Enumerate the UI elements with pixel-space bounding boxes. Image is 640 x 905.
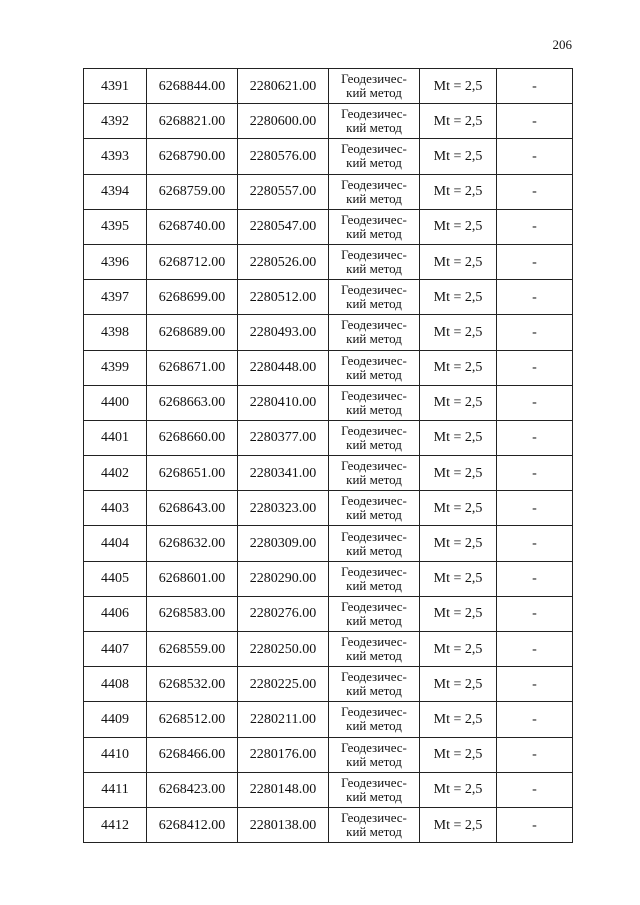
note-cell: - [497,139,573,174]
method-line-2: кий метод [346,85,402,101]
method-cell [329,807,420,842]
y-coordinate-cell: 2280410.00 [238,385,329,420]
method-line-2: кий метод [346,648,402,664]
accuracy-cell: Mt = 2,5 [420,420,497,455]
x-coordinate-cell: 6268512.00 [147,702,238,737]
x-coordinate-cell: 6268643.00 [147,491,238,526]
note-cell: - [497,807,573,842]
table-row [84,104,573,139]
note-cell: - [497,702,573,737]
method-cell [329,737,420,772]
note-cell: - [497,561,573,596]
method-line-2: кий метод [346,225,402,241]
method-line-2: кий метод [346,401,402,417]
accuracy-cell: Mt = 2,5 [420,385,497,420]
point-number-cell: 4411 [84,772,147,807]
accuracy-cell: Mt = 2,5 [420,209,497,244]
table-row [84,632,573,667]
accuracy-cell: Mt = 2,5 [420,737,497,772]
note-cell: - [497,244,573,279]
method-line-1: Геодезичес- [341,598,407,614]
method-line-1: Геодезичес- [341,774,407,790]
method-line-2: кий метод [346,120,402,136]
note-cell: - [497,385,573,420]
accuracy-cell: Mt = 2,5 [420,772,497,807]
accuracy-cell: Mt = 2,5 [420,174,497,209]
method-line-2: кий метод [346,155,402,171]
method-line-1: Геодезичес- [341,493,407,509]
y-coordinate-cell: 2280600.00 [238,104,329,139]
note-cell: - [497,632,573,667]
page-number: 206 [552,37,572,52]
method-line-2: кий метод [346,296,402,312]
accuracy-cell: Mt = 2,5 [420,632,497,667]
x-coordinate-cell: 6268601.00 [147,561,238,596]
method-cell [329,772,420,807]
table-row [84,737,573,772]
y-coordinate-cell: 2280148.00 [238,772,329,807]
accuracy-cell: Mt = 2,5 [420,350,497,385]
method-line-2: кий метод [346,718,402,734]
accuracy-cell: Mt = 2,5 [420,807,497,842]
method-cell [329,667,420,702]
table-row [84,526,573,561]
method-cell [329,209,420,244]
y-coordinate-cell: 2280526.00 [238,244,329,279]
method-line-1: Геодезичес- [341,247,407,263]
accuracy-cell: Mt = 2,5 [420,702,497,737]
method-line-2: кий метод [346,261,402,277]
method-line-2: кий метод [346,331,402,347]
accuracy-cell: Mt = 2,5 [420,456,497,491]
table-row [84,456,573,491]
x-coordinate-cell: 6268412.00 [147,807,238,842]
method-cell [329,280,420,315]
table-row [84,491,573,526]
note-cell: - [497,667,573,702]
method-cell [329,139,420,174]
method-line-2: кий метод [346,824,402,840]
method-cell [329,456,420,491]
method-cell [329,702,420,737]
method-line-1: Геодезичес- [341,141,407,157]
y-coordinate-cell: 2280176.00 [238,737,329,772]
x-coordinate-cell: 6268689.00 [147,315,238,350]
method-line-2: кий метод [346,507,402,523]
method-cell [329,315,420,350]
x-coordinate-cell: 6268423.00 [147,772,238,807]
table-row [84,420,573,455]
y-coordinate-cell: 2280341.00 [238,456,329,491]
y-coordinate-cell: 2280309.00 [238,526,329,561]
method-line-1: Геодезичес- [341,704,407,720]
y-coordinate-cell: 2280493.00 [238,315,329,350]
table-row [84,772,573,807]
note-cell: - [497,350,573,385]
y-coordinate-cell: 2280377.00 [238,420,329,455]
note-cell: - [497,69,573,104]
method-line-1: Геодезичес- [341,810,407,826]
method-line-1: Геодезичес- [341,458,407,474]
point-number-cell: 4396 [84,244,147,279]
accuracy-cell: Mt = 2,5 [420,596,497,631]
note-cell: - [497,315,573,350]
method-line-1: Геодезичес- [341,176,407,192]
note-cell: - [497,526,573,561]
x-coordinate-cell: 6268532.00 [147,667,238,702]
method-cell [329,526,420,561]
table-row [84,807,573,842]
x-coordinate-cell: 6268759.00 [147,174,238,209]
accuracy-cell: Mt = 2,5 [420,104,497,139]
method-line-2: кий метод [346,577,402,593]
method-cell [329,632,420,667]
accuracy-cell: Mt = 2,5 [420,69,497,104]
note-cell: - [497,491,573,526]
method-line-1: Геодезичес- [341,352,407,368]
x-coordinate-cell: 6268844.00 [147,69,238,104]
y-coordinate-cell: 2280138.00 [238,807,329,842]
note-cell: - [497,596,573,631]
accuracy-cell: Mt = 2,5 [420,139,497,174]
accuracy-cell: Mt = 2,5 [420,667,497,702]
table-row [84,139,573,174]
accuracy-cell: Mt = 2,5 [420,244,497,279]
method-line-2: кий метод [346,753,402,769]
method-cell [329,420,420,455]
accuracy-cell: Mt = 2,5 [420,491,497,526]
method-cell [329,350,420,385]
method-line-1: Геодезичес- [341,106,407,122]
table-row [84,209,573,244]
y-coordinate-cell: 2280448.00 [238,350,329,385]
table-row [84,174,573,209]
y-coordinate-cell: 2280323.00 [238,491,329,526]
x-coordinate-cell: 6268671.00 [147,350,238,385]
method-cell [329,174,420,209]
x-coordinate-cell: 6268660.00 [147,420,238,455]
point-number-cell: 4403 [84,491,147,526]
point-number-cell: 4395 [84,209,147,244]
point-number-cell: 4398 [84,315,147,350]
accuracy-cell: Mt = 2,5 [420,280,497,315]
note-cell: - [497,104,573,139]
method-line-1: Геодезичес- [341,387,407,403]
table-row [84,315,573,350]
table-row [84,244,573,279]
method-cell [329,596,420,631]
note-cell: - [497,209,573,244]
x-coordinate-cell: 6268583.00 [147,596,238,631]
x-coordinate-cell: 6268821.00 [147,104,238,139]
x-coordinate-cell: 6268790.00 [147,139,238,174]
table-row [84,667,573,702]
x-coordinate-cell: 6268712.00 [147,244,238,279]
method-line-1: Геодезичес- [341,317,407,333]
coordinates-table [83,68,573,843]
table-row [84,702,573,737]
method-line-1: Геодезичес- [341,71,407,87]
x-coordinate-cell: 6268740.00 [147,209,238,244]
x-coordinate-cell: 6268699.00 [147,280,238,315]
point-number-cell: 4391 [84,69,147,104]
method-line-1: Геодезичес- [341,422,407,438]
point-number-cell: 4394 [84,174,147,209]
x-coordinate-cell: 6268632.00 [147,526,238,561]
method-line-1: Геодезичес- [341,282,407,298]
y-coordinate-cell: 2280290.00 [238,561,329,596]
point-number-cell: 4410 [84,737,147,772]
point-number-cell: 4401 [84,420,147,455]
point-number-cell: 4406 [84,596,147,631]
method-line-1: Геодезичес- [341,563,407,579]
x-coordinate-cell: 6268663.00 [147,385,238,420]
y-coordinate-cell: 2280211.00 [238,702,329,737]
method-line-2: кий метод [346,683,402,699]
note-cell: - [497,772,573,807]
accuracy-cell: Mt = 2,5 [420,526,497,561]
y-coordinate-cell: 2280557.00 [238,174,329,209]
method-line-1: Геодезичес- [341,528,407,544]
accuracy-cell: Mt = 2,5 [420,561,497,596]
point-number-cell: 4400 [84,385,147,420]
method-line-1: Геодезичес- [341,634,407,650]
note-cell: - [497,280,573,315]
method-cell [329,491,420,526]
table-row [84,350,573,385]
note-cell: - [497,174,573,209]
method-line-1: Геодезичес- [341,669,407,685]
method-line-2: кий метод [346,542,402,558]
method-line-1: Геодезичес- [341,211,407,227]
point-number-cell: 4402 [84,456,147,491]
method-line-2: кий метод [346,366,402,382]
accuracy-cell: Mt = 2,5 [420,315,497,350]
note-cell: - [497,737,573,772]
table-row [84,596,573,631]
point-number-cell: 4405 [84,561,147,596]
point-number-cell: 4407 [84,632,147,667]
table-row [84,280,573,315]
method-line-2: кий метод [346,190,402,206]
point-number-cell: 4397 [84,280,147,315]
y-coordinate-cell: 2280276.00 [238,596,329,631]
point-number-cell: 4408 [84,667,147,702]
method-line-1: Геодезичес- [341,739,407,755]
method-cell [329,244,420,279]
table-row [84,561,573,596]
y-coordinate-cell: 2280250.00 [238,632,329,667]
point-number-cell: 4412 [84,807,147,842]
table-row [84,69,573,104]
y-coordinate-cell: 2280621.00 [238,69,329,104]
method-cell [329,385,420,420]
x-coordinate-cell: 6268559.00 [147,632,238,667]
table-row [84,385,573,420]
method-line-2: кий метод [346,612,402,628]
y-coordinate-cell: 2280547.00 [238,209,329,244]
method-line-2: кий метод [346,788,402,804]
x-coordinate-cell: 6268466.00 [147,737,238,772]
point-number-cell: 4409 [84,702,147,737]
point-number-cell: 4404 [84,526,147,561]
method-cell [329,104,420,139]
y-coordinate-cell: 2280512.00 [238,280,329,315]
point-number-cell: 4393 [84,139,147,174]
note-cell: - [497,456,573,491]
method-line-2: кий метод [346,436,402,452]
x-coordinate-cell: 6268651.00 [147,456,238,491]
point-number-cell: 4399 [84,350,147,385]
method-line-2: кий метод [346,472,402,488]
method-cell [329,69,420,104]
note-cell: - [497,420,573,455]
y-coordinate-cell: 2280225.00 [238,667,329,702]
y-coordinate-cell: 2280576.00 [238,139,329,174]
method-cell [329,561,420,596]
coordinates-table-body [84,69,573,843]
point-number-cell: 4392 [84,104,147,139]
